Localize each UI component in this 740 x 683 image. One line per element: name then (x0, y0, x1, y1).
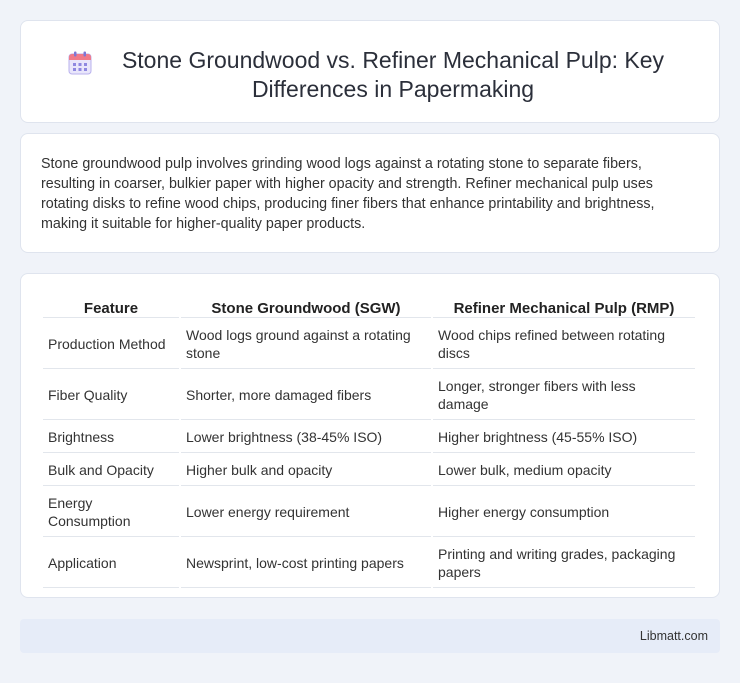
title-row (21, 21, 719, 104)
cell-feature: Application (43, 539, 179, 588)
comparison-table (41, 294, 697, 590)
cell-feature: Energy Consumption (43, 488, 179, 537)
cell-sgw: Shorter, more damaged fibers (181, 371, 431, 420)
column-header-feature: Feature (43, 296, 179, 318)
cell-sgw: Higher bulk and opacity (181, 455, 431, 486)
cell-rmp: Wood chips refined between rotating discs (433, 320, 695, 369)
column-header-sgw: Stone Groundwood (SGW) (181, 296, 431, 318)
table-row (43, 455, 695, 486)
table-row (43, 539, 695, 588)
table-row (43, 422, 695, 453)
cell-sgw: Lower energy requirement (181, 488, 431, 537)
cell-sgw: Lower brightness (38-45% ISO) (181, 422, 431, 453)
cell-feature: Brightness (43, 422, 179, 453)
cell-rmp: Longer, stronger fibers with less damage (433, 371, 695, 420)
cell-sgw: Wood logs ground against a rotating stone (181, 320, 431, 369)
table-card (20, 273, 720, 598)
calendar-icon (67, 50, 93, 76)
cell-feature: Production Method (43, 320, 179, 369)
column-header-rmp: Refiner Mechanical Pulp (RMP) (433, 296, 695, 318)
intro-card (20, 133, 720, 253)
cell-rmp: Higher energy consumption (433, 488, 695, 537)
table-row (43, 371, 695, 420)
footer-brand-link[interactable]: Libmatt.com (639, 629, 708, 643)
table-row (43, 320, 695, 369)
cell-rmp: Printing and writing grades, packaging papers (433, 539, 695, 588)
header-card (20, 20, 720, 123)
table-row (43, 488, 695, 537)
cell-rmp: Lower bulk, medium opacity (433, 455, 695, 486)
page-title: Stone Groundwood vs. Refiner Mechanical Pulp: Key Differences in Papermaking (121, 47, 665, 102)
cell-feature: Fiber Quality (43, 371, 179, 420)
cell-feature: Bulk and Opacity (43, 455, 179, 486)
footer (20, 619, 720, 653)
cell-rmp: Higher brightness (45-55% ISO) (433, 422, 695, 453)
table-header-row (43, 296, 695, 318)
cell-sgw: Newsprint, low-cost printing papers (181, 539, 431, 588)
intro-text: Stone groundwood pulp involves grinding wood logs against a rotating stone to separate fibers, resulting in coarser, bulkier paper with higher opacity and strength. Refiner mechanical pulp uses rotating disks to refine wood chips, producing finer fibers that enhance printability and brightness, making it suitable for higher-quality paper products. (41, 156, 655, 232)
